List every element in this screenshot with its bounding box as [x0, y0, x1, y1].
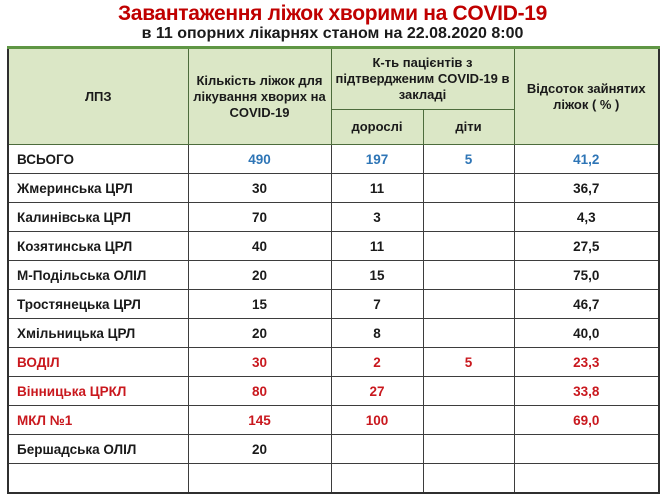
hospital-name	[8, 464, 188, 494]
children-value	[423, 232, 514, 261]
page-subtitle: в 11 опорних лікарнях станом на 22.08.2020 8:00	[141, 25, 524, 42]
table-row-partial	[8, 464, 659, 494]
table-row	[8, 261, 659, 290]
hospital-name: Калинівська ЦРЛ	[8, 203, 188, 232]
hospital-name: Бершадська ОЛІЛ	[8, 435, 188, 464]
adults-value: 27	[331, 377, 423, 406]
page-title: Завантаження ліжок хворими на COVID-19	[117, 2, 548, 25]
beds-value: 30	[188, 174, 331, 203]
children-value	[423, 174, 514, 203]
percent-value: 75,0	[514, 261, 659, 290]
table-row-total	[8, 145, 659, 174]
children-value	[423, 377, 514, 406]
adults-value: 11	[331, 232, 423, 261]
table-row	[8, 174, 659, 203]
covid-beds-table	[7, 46, 660, 494]
header-adults: дорослі	[331, 110, 423, 145]
adults-value: 197	[331, 145, 423, 174]
children-value	[423, 435, 514, 464]
beds-value: 15	[188, 290, 331, 319]
percent-value: 46,7	[514, 290, 659, 319]
hospital-name: Хмільницька ЦРЛ	[8, 319, 188, 348]
adults-value: 100	[331, 406, 423, 435]
adults-value: 3	[331, 203, 423, 232]
children-value: 5	[423, 348, 514, 377]
percent-value: 33,8	[514, 377, 659, 406]
beds-value: 20	[188, 319, 331, 348]
percent-value: 41,2	[514, 145, 659, 174]
table-row	[8, 377, 659, 406]
beds-value: 490	[188, 145, 331, 174]
beds-value: 20	[188, 435, 331, 464]
adults-value	[331, 464, 423, 494]
children-value	[423, 290, 514, 319]
adults-value: 7	[331, 290, 423, 319]
header-beds: Кількість ліжок для лікування хворих на COVID-19	[188, 48, 331, 145]
hospital-name: М-Подільська ОЛІЛ	[8, 261, 188, 290]
adults-value: 2	[331, 348, 423, 377]
beds-value: 80	[188, 377, 331, 406]
beds-value	[188, 464, 331, 494]
hospital-name: Вінницька ЦРКЛ	[8, 377, 188, 406]
adults-value: 11	[331, 174, 423, 203]
table-row	[8, 319, 659, 348]
table-row	[8, 348, 659, 377]
beds-value: 30	[188, 348, 331, 377]
percent-value: 23,3	[514, 348, 659, 377]
table-row	[8, 232, 659, 261]
header-children: діти	[423, 110, 514, 145]
header-percent: Відсоток зайнятих ліжок ( % )	[514, 48, 659, 145]
children-value	[423, 406, 514, 435]
table-row	[8, 203, 659, 232]
beds-value: 40	[188, 232, 331, 261]
hospital-name: МКЛ №1	[8, 406, 188, 435]
adults-value	[331, 435, 423, 464]
adults-value: 8	[331, 319, 423, 348]
table-row	[8, 290, 659, 319]
adults-value: 15	[331, 261, 423, 290]
children-value	[423, 319, 514, 348]
children-value	[423, 261, 514, 290]
beds-value: 145	[188, 406, 331, 435]
percent-value: 27,5	[514, 232, 659, 261]
beds-value: 20	[188, 261, 331, 290]
children-value: 5	[423, 145, 514, 174]
hospital-name: Жмеринська ЦРЛ	[8, 174, 188, 203]
table-row	[8, 435, 659, 464]
percent-value	[514, 464, 659, 494]
hospital-name: Тростянецька ЦРЛ	[8, 290, 188, 319]
children-value	[423, 464, 514, 494]
hospital-name: ВОДІЛ	[8, 348, 188, 377]
children-value	[423, 203, 514, 232]
percent-value: 69,0	[514, 406, 659, 435]
percent-value: 4,3	[514, 203, 659, 232]
header-lpz: ЛПЗ	[8, 48, 188, 145]
header-patients: К-ть пацієнтів з підтвердженим COVID-19 в закладі	[331, 48, 514, 110]
percent-value: 40,0	[514, 319, 659, 348]
table-row	[8, 406, 659, 435]
beds-value: 70	[188, 203, 331, 232]
hospital-name: Козятинська ЦРЛ	[8, 232, 188, 261]
hospital-name: ВСЬОГО	[8, 145, 188, 174]
percent-value: 36,7	[514, 174, 659, 203]
percent-value	[514, 435, 659, 464]
